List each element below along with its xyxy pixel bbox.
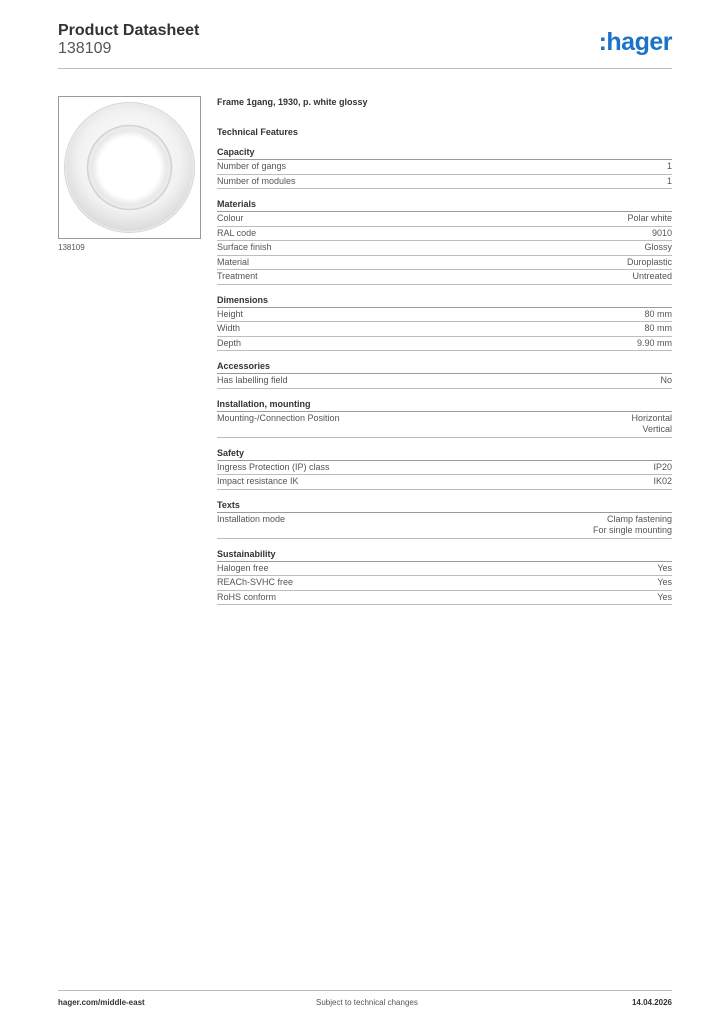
feature-value-line: 80 mm [644,323,672,333]
section-title: Accessories [217,360,672,374]
feature-value-line: Glossy [644,242,672,252]
feature-value-line: Untreated [632,271,672,281]
logo-text: hager [606,28,672,56]
feature-value-line: Yes [657,577,672,587]
section-title: Sustainability [217,548,672,562]
feature-value [653,462,672,474]
page-header [58,21,672,67]
feature-value [644,309,672,321]
footer-notice: Subject to technical changes [316,998,418,1007]
feature-value [627,257,672,269]
feature-row [217,513,672,539]
feature-value [632,271,672,283]
feature-value-line: IP20 [653,461,672,472]
page-footer [58,998,672,1010]
section-installation-mounting [217,398,672,438]
feature-value [627,213,672,225]
feature-value-line: No [660,375,672,385]
feature-label: Depth [217,337,242,348]
feature-label: Number of gangs [217,161,287,171]
section-capacity [217,146,672,189]
section-title: Capacity [217,146,672,160]
feature-row [217,160,672,175]
feature-value [653,476,672,488]
feature-row [217,412,672,438]
feature-label: REACh-SVHC free [217,577,294,587]
feature-value [631,413,672,436]
feature-label: Ingress Protection (IP) class [217,461,330,472]
feature-value [657,563,672,575]
logo-colon-icon: : [598,28,607,56]
technical-data [217,96,672,614]
feature-value-line: 9.90 mm [636,337,672,348]
feature-label: Width [217,323,241,333]
section-title: Installation, mounting [217,398,672,412]
feature-row [217,374,672,389]
feature-label: RAL code [217,227,257,238]
feature-row [217,308,672,323]
footer-website: hager.com/middle-east [58,998,145,1007]
header-divider [58,68,672,69]
feature-value-line: Duroplastic [626,256,672,267]
feature-row [217,562,672,577]
feature-value-line: Polar white [627,213,672,223]
feature-row [217,576,672,591]
feature-value [660,375,672,387]
product-image [58,96,201,239]
frame-product-image [59,97,200,238]
section-title: Dimensions [217,294,672,308]
feature-value-line: 80 mm [644,308,672,319]
feature-label: Number of modules [217,175,296,186]
section-materials [217,198,672,285]
feature-label: RoHS conform [217,591,277,602]
feature-label: Surface finish [217,242,272,252]
feature-row [217,475,672,490]
feature-value-line: Vertical [642,424,672,434]
image-caption: 138109 [58,243,85,252]
feature-value-line: For single mounting [592,525,672,535]
feature-row [217,227,672,242]
feature-label: Colour [217,213,244,223]
footer-divider [58,990,672,991]
feature-row [217,270,672,285]
product-name: Frame 1gang, 1930, p. white glossy [217,97,368,107]
feature-value-line: 1 [666,161,672,171]
feature-row [217,461,672,476]
feature-value-line: 1 [666,175,672,186]
feature-value [667,176,672,188]
section-title: Safety [217,447,672,461]
feature-row [217,241,672,256]
feature-row [217,256,672,271]
page-title: Product Datasheet [58,22,200,39]
feature-value-line: Horizontal [631,412,672,423]
feature-value [593,514,672,537]
feature-value [652,228,672,240]
feature-value [644,242,672,254]
section-texts [217,499,672,539]
feature-label: Halogen free [217,562,269,573]
section-title: Texts [217,499,672,513]
technical-features-heading: Technical Features [217,127,298,137]
feature-value-line: Yes [657,591,672,602]
feature-value-line: Yes [657,562,672,573]
feature-value [637,338,672,350]
feature-value-line: Clamp fastening [606,513,672,524]
feature-value-line: 9010 [651,227,672,238]
section-accessories [217,360,672,389]
feature-label: Treatment [217,271,258,281]
section-dimensions [217,294,672,352]
feature-label: Height [217,308,244,319]
feature-row [217,175,672,190]
feature-row [217,322,672,337]
feature-label: Impact resistance IK [217,476,299,486]
feature-value [657,577,672,589]
feature-row [217,212,672,227]
feature-value [667,161,672,173]
feature-value-line: IK02 [653,476,672,486]
section-safety [217,447,672,490]
feature-value [657,592,672,604]
feature-label: Has labelling field [217,375,288,385]
product-number: 138109 [58,40,112,57]
section-title: Materials [217,198,672,212]
feature-label: Mounting-/Connection Position [217,412,340,423]
feature-label: Installation mode [217,513,286,524]
feature-row [217,337,672,352]
feature-sections [217,146,672,605]
footer-date: 14.04.2026 [631,998,672,1007]
section-sustainability [217,548,672,606]
feature-label: Material [217,256,250,267]
feature-row [217,591,672,606]
hager-logo [599,28,672,57]
feature-value [644,323,672,335]
